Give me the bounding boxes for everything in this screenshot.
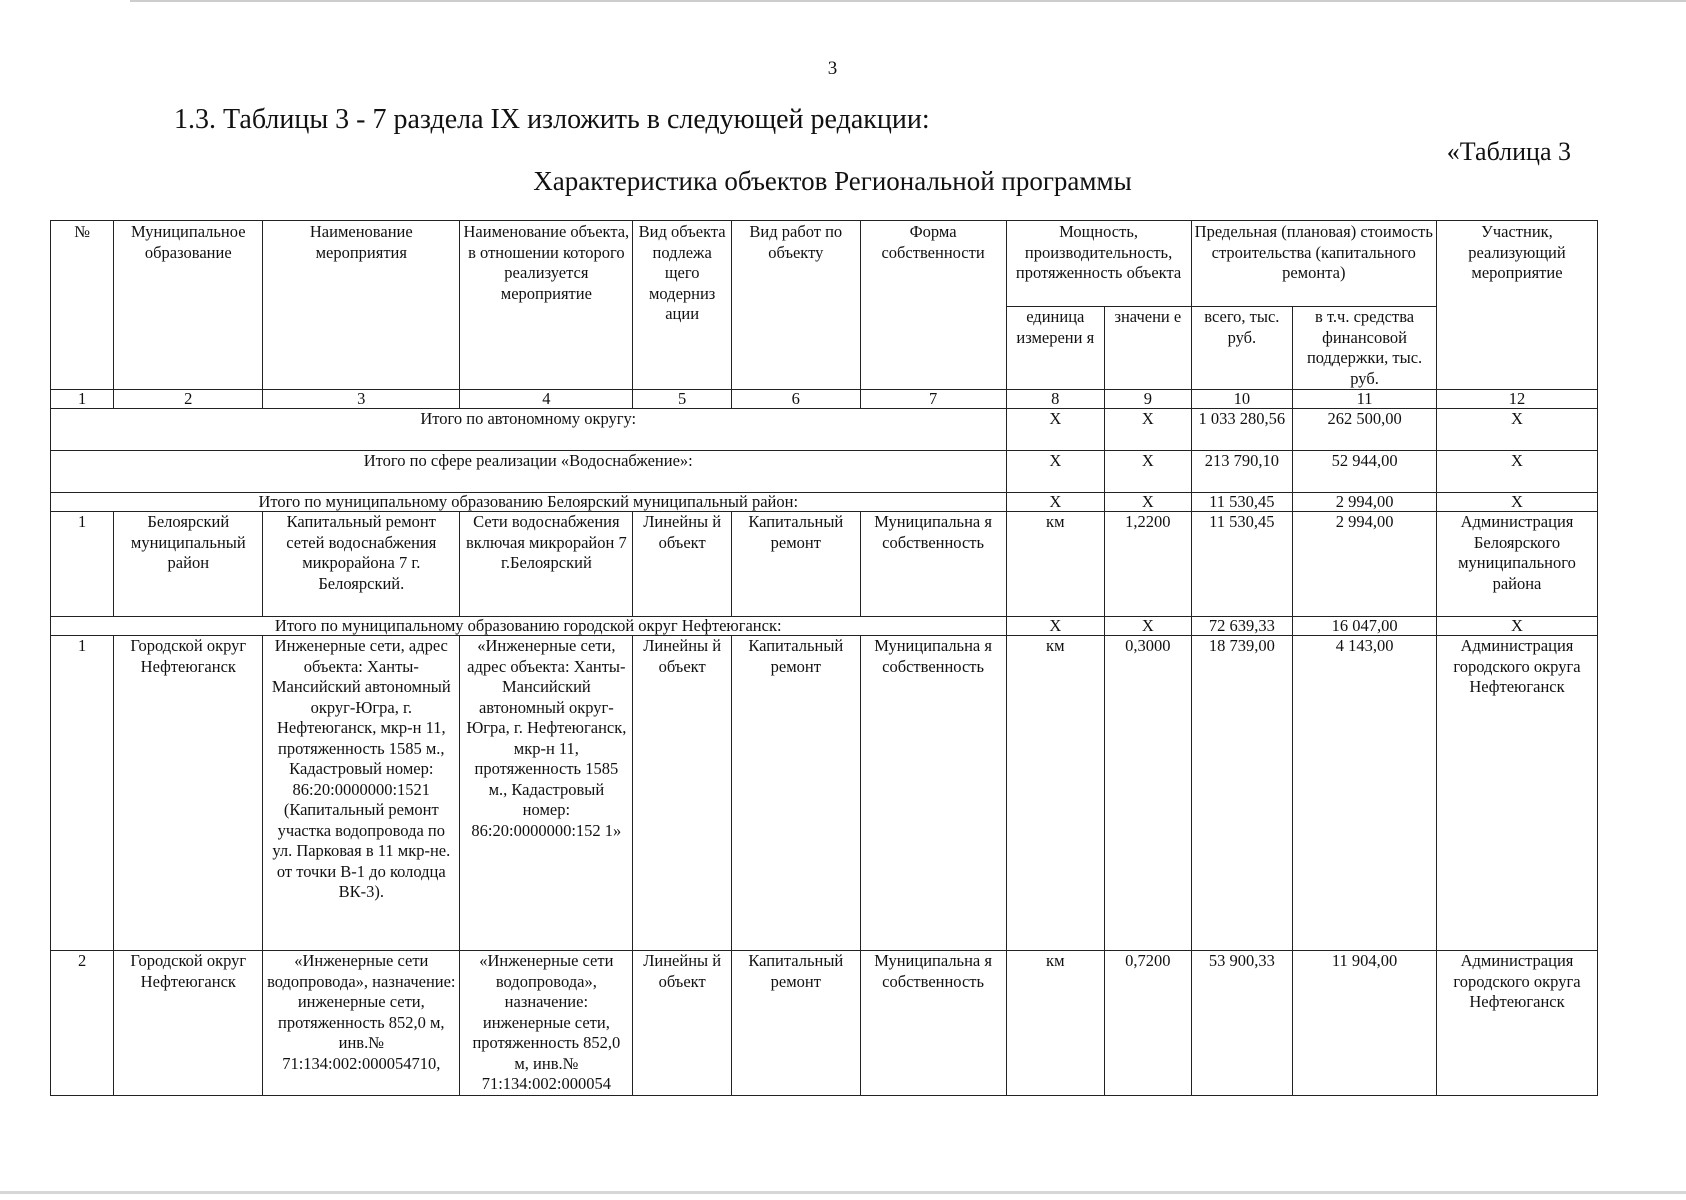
total-label: Итого по муниципальному образованию городской округ Нефтеюганск: <box>51 617 1007 636</box>
row-object: «Инженерные сети водопровода», назначение: инженерные сети, протяженность 852,0 м, инв.№ 71:134:002:000054 <box>460 951 633 1096</box>
row-work-type: Капитальный ремонт <box>731 512 860 617</box>
page-number: 3 <box>827 58 838 79</box>
row-unit: км <box>1006 636 1105 951</box>
column-number: 5 <box>633 390 732 409</box>
row-municipality: Белоярский муниципальный район <box>114 512 263 617</box>
total-unit: X <box>1006 409 1105 451</box>
total-participant: X <box>1436 617 1597 636</box>
total-unit: X <box>1006 451 1105 493</box>
row-cost-support: 2 994,00 <box>1293 512 1437 617</box>
column-number: 4 <box>460 390 633 409</box>
row-ownership: Муниципальна я собственность <box>860 951 1006 1096</box>
header-cost-total: всего, тыс. руб. <box>1191 307 1293 390</box>
total-row-beloyarsky <box>51 493 1598 512</box>
row-ownership: Муниципальна я собственность <box>860 512 1006 617</box>
header-row <box>51 221 1598 307</box>
row-value: 1,2200 <box>1105 512 1192 617</box>
header-cost-support: в т.ч. средства финансовой поддержки, тыс. руб. <box>1293 307 1437 390</box>
row-cost-support: 11 904,00 <box>1293 951 1437 1096</box>
row-cost-total: 11 530,45 <box>1191 512 1293 617</box>
total-label: Итого по автономному округу: <box>51 409 1007 451</box>
header-unit: единица измерени я <box>1006 307 1105 390</box>
table-row <box>51 951 1598 1096</box>
header-capacity: Мощность, производительность, протяженность объекта <box>1006 221 1191 307</box>
table-label: «Таблица 3 <box>1446 137 1571 166</box>
row-cost-support: 4 143,00 <box>1293 636 1437 951</box>
column-number: 1 <box>51 390 114 409</box>
total-support: 2 994,00 <box>1293 493 1437 512</box>
row-num: 1 <box>51 636 114 951</box>
row-municipality: Городской округ Нефтеюганск <box>114 636 263 951</box>
row-object: «Инженерные сети, адрес объекта: Ханты-Мансийский автономный округ-Югра, г. Нефтеюганск, мкр-н 11, протяженность 1585 м., Кадастровый номер: 86:20:0000000:152 1» <box>460 636 633 951</box>
total-participant: X <box>1436 493 1597 512</box>
header-work-type: Вид работ по объекту <box>731 221 860 390</box>
header-cost: Предельная (плановая) стоимость строительства (капитального ремонта) <box>1191 221 1436 307</box>
row-num: 2 <box>51 951 114 1096</box>
total-participant: X <box>1436 451 1597 493</box>
total-row-water <box>51 451 1598 493</box>
total-label: Итого по муниципальному образованию Белоярский муниципальный район: <box>51 493 1007 512</box>
column-number: 7 <box>860 390 1006 409</box>
total-support: 16 047,00 <box>1293 617 1437 636</box>
table-row <box>51 636 1598 951</box>
column-number: 12 <box>1436 390 1597 409</box>
row-event: Инженерные сети, адрес объекта: Ханты-Мансийский автономный округ-Югра, г. Нефтеюганск, мкр-н 11, протяженность 1585 м., Кадастровый номер: 86:20:0000000:1521 (Капитальный ремонт участка водопровода по ул. Парковая в 11 мкр-не. от точки В-1 до колодца ВК-3). <box>263 636 460 951</box>
column-number: 8 <box>1006 390 1105 409</box>
row-unit: км <box>1006 951 1105 1096</box>
row-participant: Администрация городского округа Нефтеюганск <box>1436 951 1597 1096</box>
header-participant: Участник, реализующий мероприятие <box>1436 221 1597 390</box>
table-row <box>51 512 1598 617</box>
row-object-type: Линейны й объект <box>633 951 732 1096</box>
column-number: 10 <box>1191 390 1293 409</box>
row-participant: Администрация Белоярского муниципального района <box>1436 512 1597 617</box>
header-value: значени е <box>1105 307 1192 390</box>
row-object: Сети водоснабжения включая микрорайон 7 г.Белоярский <box>460 512 633 617</box>
column-number: 3 <box>263 390 460 409</box>
total-value: X <box>1105 617 1192 636</box>
row-municipality: Городской округ Нефтеюганск <box>114 951 263 1096</box>
total-value: X <box>1105 409 1192 451</box>
row-event: «Инженерные сети водопровода», назначение: инженерные сети, протяженность 852,0 м, инв.№ 71:134:002:000054710, <box>263 951 460 1096</box>
total-participant: X <box>1436 409 1597 451</box>
total-cost: 213 790,10 <box>1191 451 1293 493</box>
column-number: 6 <box>731 390 860 409</box>
header-object-name: Наименование объекта, в отношении которого реализуется мероприятие <box>460 221 633 390</box>
total-value: X <box>1105 451 1192 493</box>
scan-edge-bottom <box>0 1191 1686 1194</box>
column-number-row <box>51 390 1598 409</box>
total-unit: X <box>1006 493 1105 512</box>
column-number: 2 <box>114 390 263 409</box>
row-work-type: Капитальный ремонт <box>731 951 860 1096</box>
total-support: 262 500,00 <box>1293 409 1437 451</box>
total-row-okrug <box>51 409 1598 451</box>
total-cost: 1 033 280,56 <box>1191 409 1293 451</box>
document-title: Характеристика объектов Региональной программы <box>533 166 1132 196</box>
objects-table <box>50 220 1598 1096</box>
header-event-name: Наименование мероприятия <box>263 221 460 390</box>
column-number: 9 <box>1105 390 1192 409</box>
column-number: 11 <box>1293 390 1437 409</box>
row-cost-total: 53 900,33 <box>1191 951 1293 1096</box>
total-label: Итого по сфере реализации «Водоснабжение»: <box>51 451 1007 493</box>
row-unit: км <box>1006 512 1105 617</box>
row-ownership: Муниципальна я собственность <box>860 636 1006 951</box>
row-cost-total: 18 739,00 <box>1191 636 1293 951</box>
row-value: 0,7200 <box>1105 951 1192 1096</box>
header-object-type: Вид объекта подлежа щего модерниз ации <box>633 221 732 390</box>
row-num: 1 <box>51 512 114 617</box>
row-work-type: Капитальный ремонт <box>731 636 860 951</box>
row-object-type: Линейны й объект <box>633 636 732 951</box>
total-support: 52 944,00 <box>1293 451 1437 493</box>
row-event: Капитальный ремонт сетей водоснабжения микрорайона 7 г. Белоярский. <box>263 512 460 617</box>
total-cost: 11 530,45 <box>1191 493 1293 512</box>
header-num: № <box>51 221 114 390</box>
header-ownership: Форма собственности <box>860 221 1006 390</box>
total-unit: X <box>1006 617 1105 636</box>
total-row-nefteyugansk <box>51 617 1598 636</box>
row-object-type: Линейны й объект <box>633 512 732 617</box>
header-municipality: Муниципальное образование <box>114 221 263 390</box>
row-value: 0,3000 <box>1105 636 1192 951</box>
row-participant: Администрация городского округа Нефтеюганск <box>1436 636 1597 951</box>
scan-edge-top <box>130 0 1686 2</box>
section-heading: 1.3. Таблицы 3 - 7 раздела IX изложить в следующей редакции: <box>174 104 930 135</box>
total-cost: 72 639,33 <box>1191 617 1293 636</box>
total-value: X <box>1105 493 1192 512</box>
